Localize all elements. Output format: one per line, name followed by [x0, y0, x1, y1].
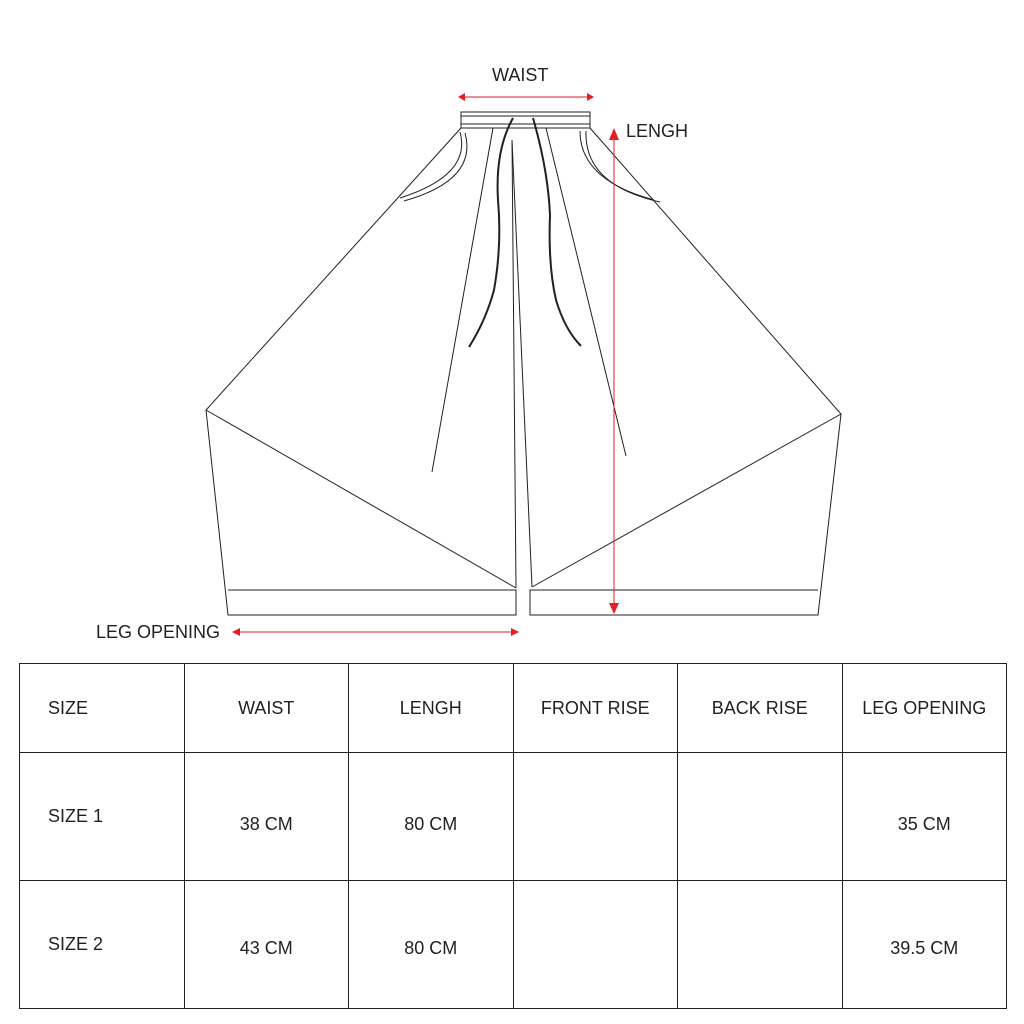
header-length: LENGH	[349, 664, 514, 753]
cell-length: 80 CM	[349, 753, 514, 881]
waistband	[461, 112, 590, 128]
header-waist: WAIST	[184, 664, 349, 753]
leg-opening-label: LEG OPENING	[96, 622, 221, 642]
cell-waist: 38 CM	[184, 753, 349, 881]
cell-size: SIZE 1	[20, 753, 185, 881]
left-leg-outline	[206, 128, 516, 615]
pants-outline	[206, 112, 841, 615]
cell-leg-opening: 39.5 CM	[842, 881, 1007, 1009]
cell-length: 80 CM	[349, 881, 514, 1009]
cell-front-rise	[513, 753, 678, 881]
drawstring	[469, 118, 581, 347]
cell-back-rise	[678, 881, 843, 1009]
table-header-row	[20, 664, 1007, 753]
leg-opening-measure-arrow	[232, 628, 519, 636]
right-pocket-inner	[586, 131, 660, 202]
header-size: SIZE	[20, 664, 185, 753]
table-row	[20, 753, 1007, 881]
right-leg-outline	[512, 128, 841, 615]
waist-label: WAIST	[492, 65, 549, 85]
cell-back-rise	[678, 753, 843, 881]
header-leg-opening: LEG OPENING	[842, 664, 1007, 753]
cell-waist: 43 CM	[184, 881, 349, 1009]
cell-leg-opening: 35 CM	[842, 753, 1007, 881]
length-label: LENGH	[626, 121, 689, 141]
length-measure-arrow	[609, 128, 619, 614]
waist-measure-arrow	[458, 93, 594, 101]
table-row	[20, 881, 1007, 1009]
size-chart-table	[19, 663, 1007, 1009]
header-front-rise: FRONT RISE	[513, 664, 678, 753]
cell-front-rise	[513, 881, 678, 1009]
right-pocket	[580, 131, 654, 200]
left-pocket-inner	[404, 133, 467, 201]
header-back-rise: BACK RISE	[678, 664, 843, 753]
left-pocket	[400, 132, 462, 198]
cell-size: SIZE 2	[20, 881, 185, 1009]
